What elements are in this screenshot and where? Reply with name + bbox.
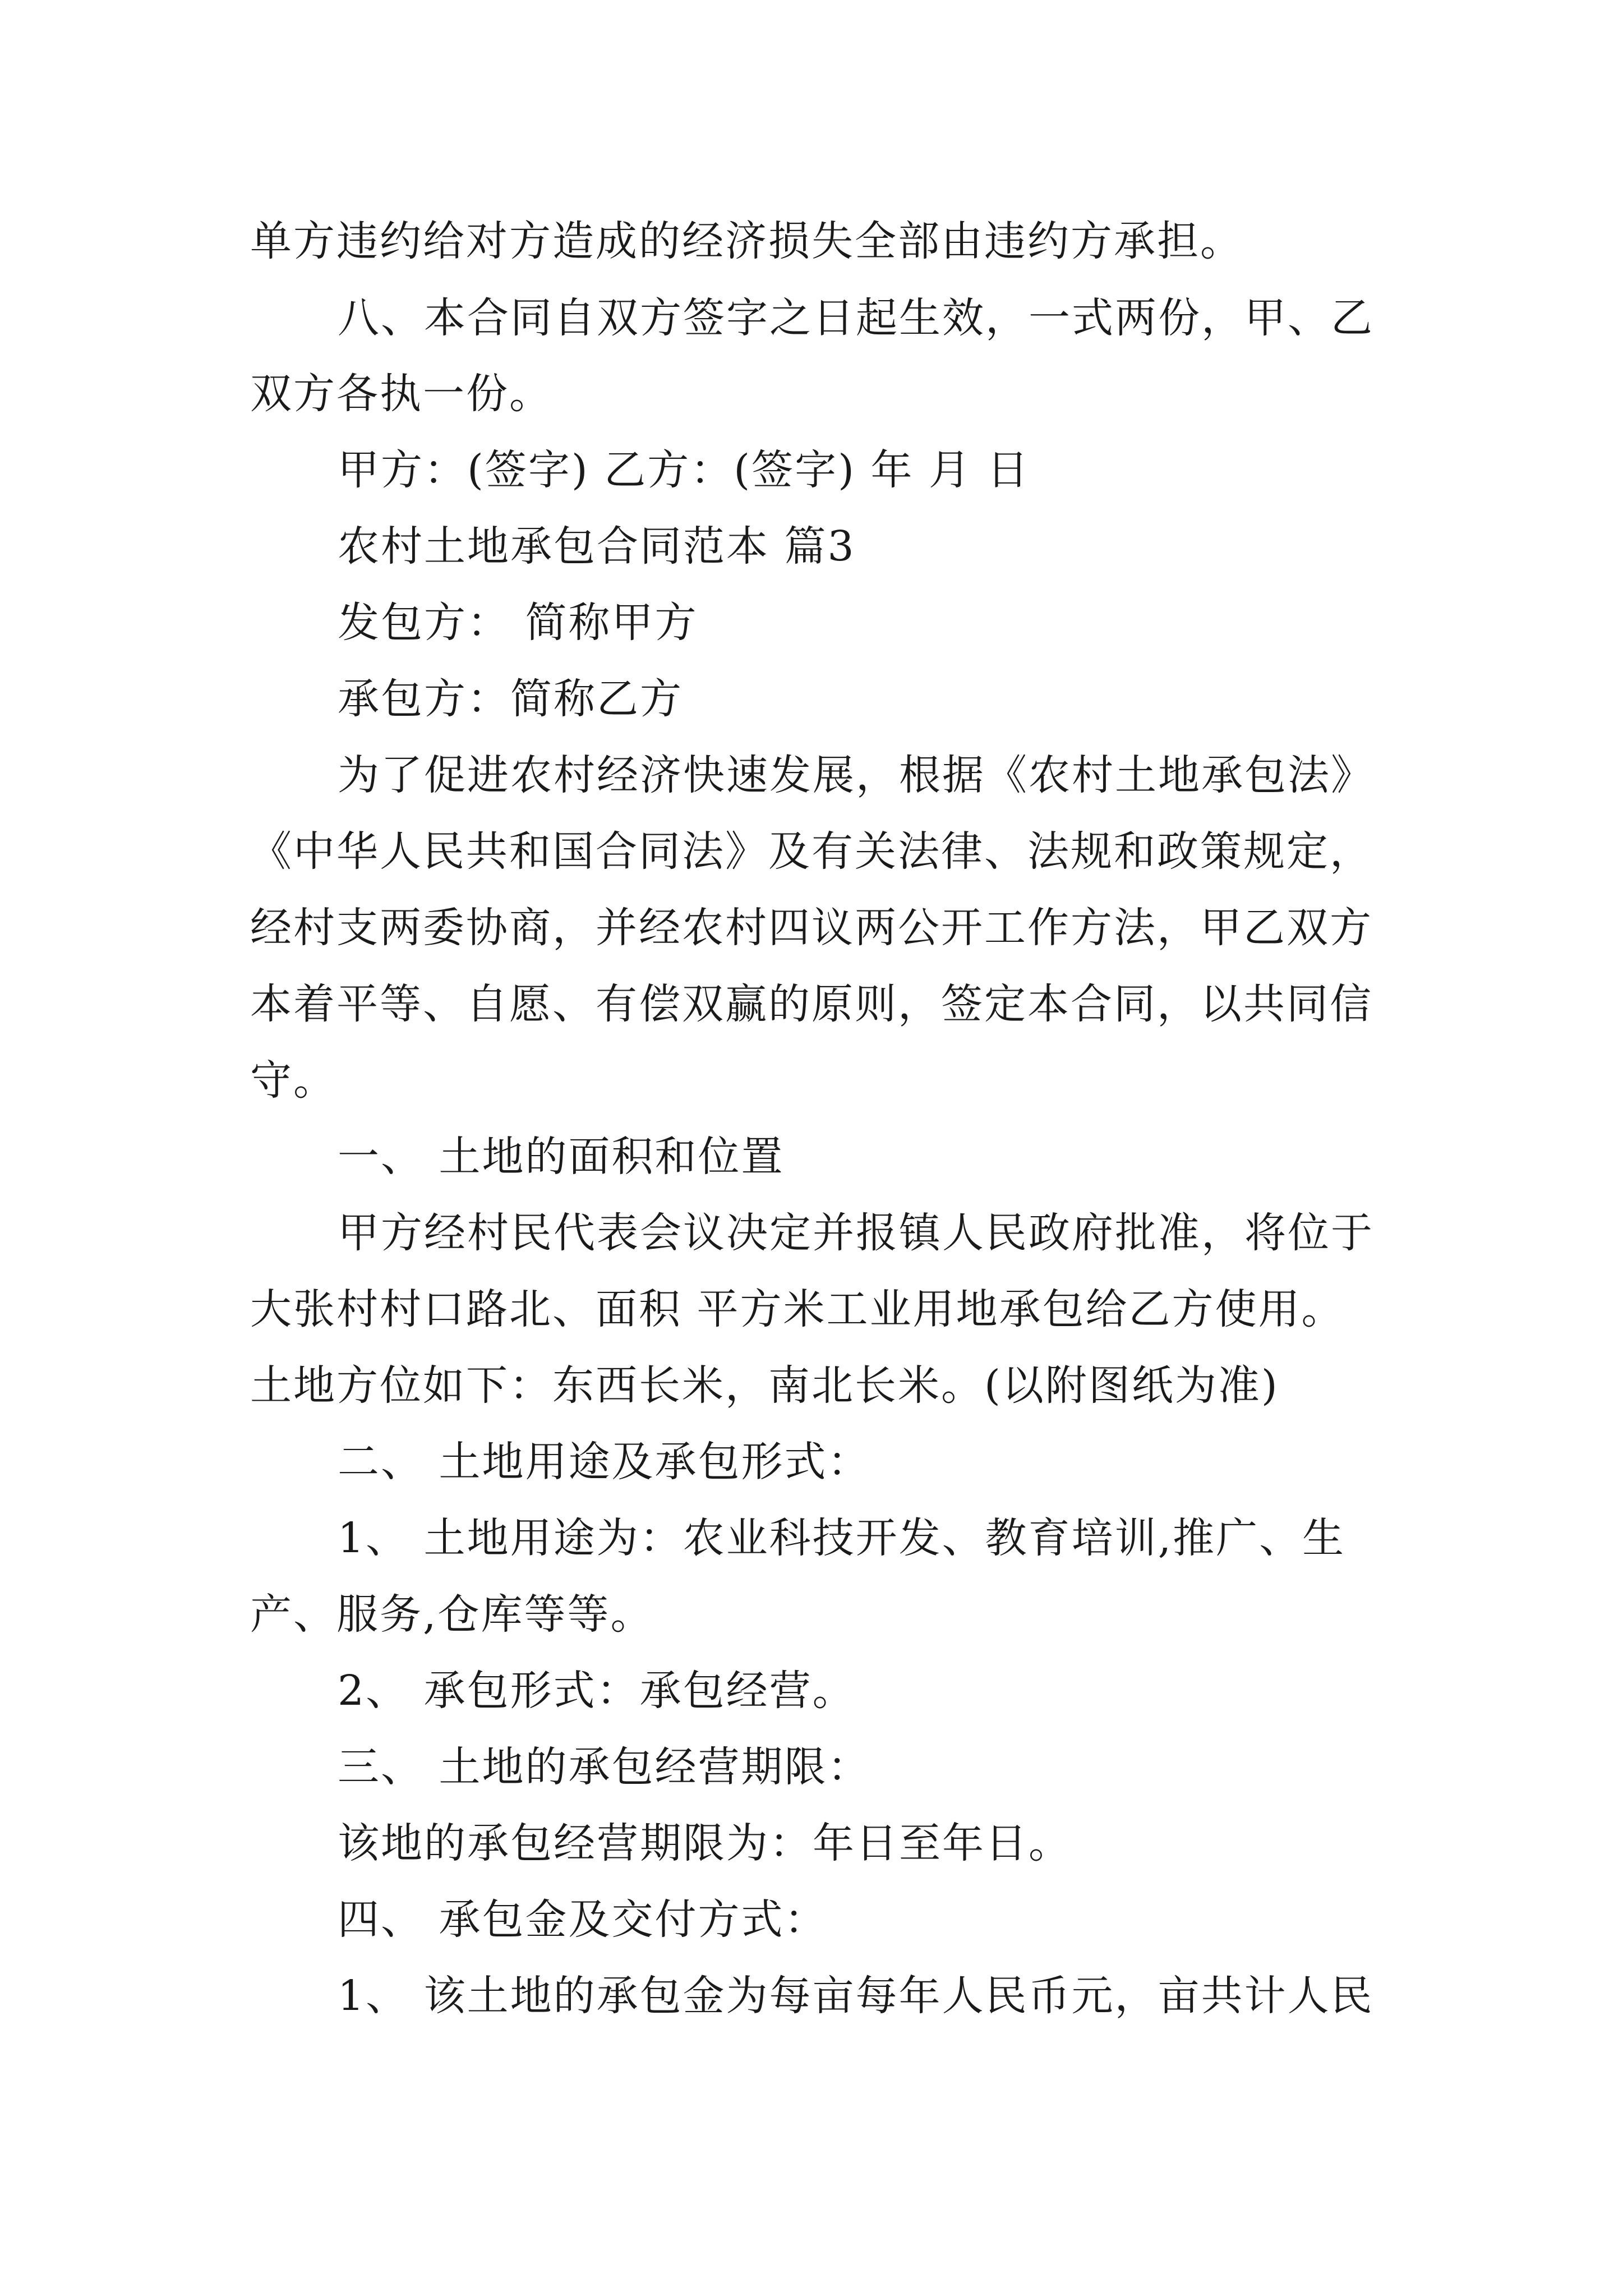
- body-line: 甲方经村民代表会议决定并报镇人民政府批准，将位于: [338, 1209, 1374, 1257]
- preamble-line: 为了促进农村经济快速发展，根据《农村土地承包法》: [338, 751, 1374, 799]
- party-a-line: 发包方： 简称甲方: [338, 599, 698, 647]
- body-line: 2、 承包形式：承包经营。: [338, 1667, 856, 1715]
- text-line: 单方违约给对方造成的经济损失全部由违约方承担。: [250, 217, 1243, 265]
- body-line: 产、服务,仓库等等。: [250, 1590, 654, 1639]
- body-line: 1、 土地用途为：农业科技开发、教育培训,推广、生: [338, 1514, 1346, 1562]
- body-line: 1、 该土地的承包金为每亩每年人民币元，亩共计人民: [338, 1972, 1374, 2020]
- preamble-line: 经村支两委协商，并经农村四议两公开工作方法，甲乙双方: [250, 904, 1373, 952]
- text-line: 双方各执一份。: [250, 370, 552, 418]
- body-line: 该地的承包经营期限为：年日至年日。: [338, 1819, 1072, 1867]
- preamble-line: 本着平等、自愿、有偿双赢的原则，签定本合同，以共同信: [250, 980, 1373, 1028]
- body-line: 大张村村口路北、面积 平方米工业用地承包给乙方使用。: [250, 1285, 1345, 1333]
- party-b-line: 承包方：简称乙方: [338, 675, 683, 723]
- heading-line: 一、 土地的面积和位置: [338, 1133, 785, 1181]
- body-line: 土地方位如下：东西长米，南北长米。(以附图纸为准): [250, 1361, 1279, 1410]
- heading-line: 三、 土地的承包经营期限：: [338, 1743, 871, 1791]
- section-title: 农村土地承包合同范本 篇3: [338, 522, 856, 570]
- preamble-line: 守。: [250, 1056, 336, 1105]
- clause-8-line: 八、本合同自双方签字之日起生效，一式两份，甲、乙: [338, 294, 1374, 342]
- heading-line: 四、 承包金及交付方式：: [338, 1895, 828, 1944]
- heading-line: 二、 土地用途及承包形式：: [338, 1438, 871, 1486]
- preamble-line: 《中华人民共和国合同法》及有关法律、法规和政策规定，: [250, 827, 1373, 876]
- signature-line: 甲方：(签字) 乙方：(签字) 年 月 日: [338, 446, 1030, 494]
